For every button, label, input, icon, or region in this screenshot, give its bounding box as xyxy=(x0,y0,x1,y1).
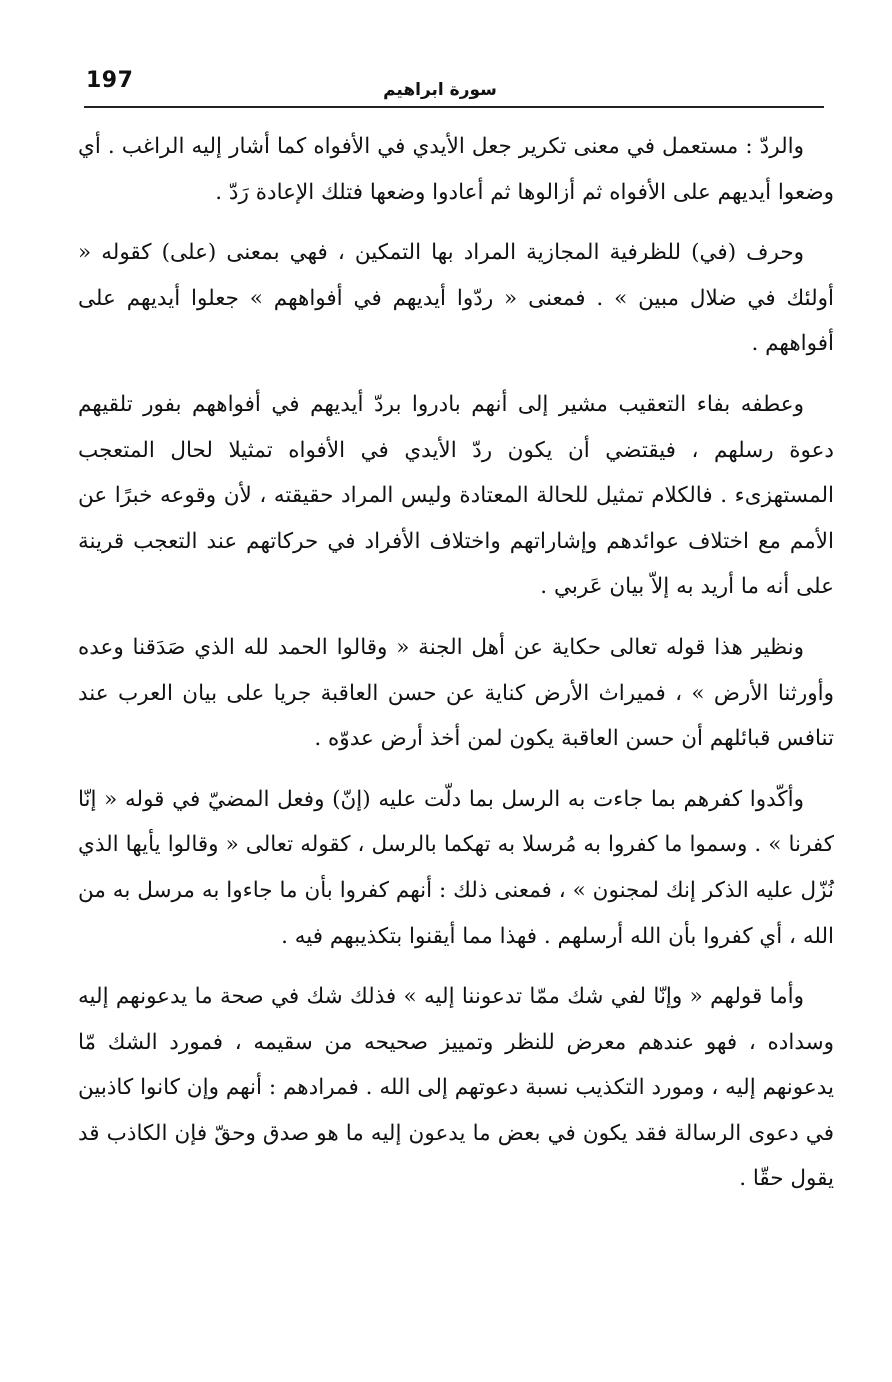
paragraph: وأما قولهم « وإنّا لفي شك ممّا تدعوننا إليه » فذلك شك في صحة ما يدعونهم إليه وسداده ، فهو عندهم معرض للنظر وتمييز صحيحه من سقيمه ، فمورد الشك مّا يدعونهم إليه ، ومورد التكذيب نسبة دعوتهم إلى الله . فمرادهم : أنهم وإن كانوا كاذبين في دعوى الرسالة فقد يكون في بعض ما يدعون إليه ما هو صدق وحقّ فإن الكاذب قد يقول حقّا . xyxy=(78,984,835,1192)
paragraph: وعطفه بفاء التعقيب مشير إلى أنهم بادروا بردّ أيديهم في أفواههم بفور تلقيهم دعوة رسلهم ، فيقتضي أن يكون ردّ الأيدي في الأفواه تمثيلا لحال المتعجب المستهزىء . فالكلام تمثيل للحالة المعتادة وليس المراد حقيقته ، لأن وقوعه خبرًا عن الأمم مع اختلاف عوائدهم وإشاراتهم واختلاف الأفراد في حركاتهم عند التعجب قرينة على أنه ما أريد به إلاّ بيان عَربي . xyxy=(78,391,834,600)
paragraph: وحرف (في) للظرفية المجازية المراد بها التمكين ، فهي بمعنى (على) كقوله « أولئك في ضلال مبين » . فمعنى « ردّوا أيديهم في أفواههم » جعلوا أيديهم على أفواههم . xyxy=(78,240,834,357)
page-body xyxy=(78,124,834,1217)
paragraph: والردّ : مستعمل في معنى تكرير جعل الأيدي في الأفواه كما أشار إليه الراغب . أي وضعوا أيديهم على الأفواه ثم أزالوها ثم أعادوا وضعها فتلك الإعادة رَدّ . xyxy=(78,134,834,205)
paragraph: ونظير هذا قوله تعالى حكاية عن أهل الجنة « وقالوا الحمد لله الذي صَدَقنا وعده وأورثنا الأرض » ، فميراث الأرض كناية عن حسن العاقبة جريا على بيان العرب عند تنافس قبائلهم أن حسن العاقبة يكون لمن أخذ أرض عدوّه . xyxy=(78,634,834,752)
paragraph: وأكّدوا كفرهم بما جاءت به الرسل بما دلّت عليه (إنّ) وفعل المضيّ في قوله « إنّا كفرنا » . وسموا ما كفروا به مُرسلا به تهكما بالرسل ، كقوله تعالى « وقالوا يأيها الذي نُزّل عليه الذكر إنك لمجنون » ، فمعنى ذلك : أنهم كفروا بأن ما جاءوا به مرسل به من الله ، أي كفروا بأن الله أرسلهم . فهذا مما أيقنوا بتكذيبهم فيه . xyxy=(78,786,834,949)
running-title: سورة ابراهيم xyxy=(383,80,497,100)
header-rule xyxy=(84,106,824,108)
page-number: 197 xyxy=(86,68,134,93)
